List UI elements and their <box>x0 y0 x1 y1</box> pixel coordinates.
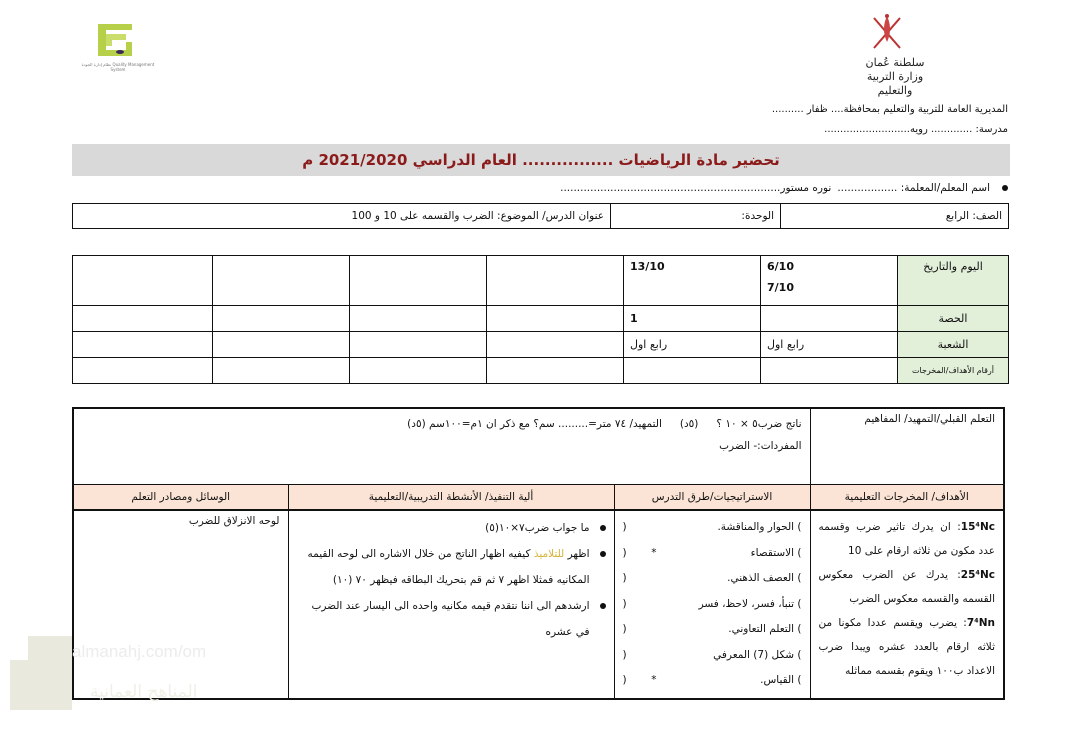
section-label: الشعبة <box>898 332 1009 358</box>
quality-logo-caption: نظام إدارة الجودة Quality Management System <box>81 62 155 72</box>
bullet-icon <box>600 525 606 531</box>
bullet-icon <box>600 551 606 557</box>
objectives-header: الأهداف/ المخرجات التعليمية <box>810 484 1004 510</box>
watermark-arabic: المناهج العمانية <box>90 682 198 702</box>
highlighted-word: للتلاميذ <box>533 548 565 560</box>
objectives-cell-2[interactable] <box>624 358 761 384</box>
lesson-plan-table <box>72 407 1005 700</box>
date-cell-5[interactable] <box>213 256 350 306</box>
strategies-header: الاستراتيجيات/طرق التدرس <box>614 484 810 510</box>
day-date-label: اليوم والتاريخ <box>898 256 1009 306</box>
objective-item: 15⁴Nc: ان يدرك تاثير ضرب وقسمه عدد مكون من ثلاثه ارقام على 10 <box>818 521 995 557</box>
date-value: 7/10 <box>767 281 794 294</box>
date-cell-6[interactable] <box>73 256 213 306</box>
vocabulary: المفردات:- الضرب <box>719 440 802 452</box>
schedule-table <box>72 255 1009 384</box>
date-cell-2[interactable] <box>624 256 761 306</box>
section-cell-4[interactable] <box>350 332 487 358</box>
lesson-title-cell[interactable]: عنوان الدرس/ الموضوع: الضرب والقسمه على 10 و 100 <box>73 204 611 229</box>
ministry-name: وزارة التربية والتعليم <box>866 70 924 97</box>
section-cell-6[interactable] <box>73 332 213 358</box>
gov-name: سلطنة عُمان <box>865 56 925 69</box>
strategy-item[interactable]: ) القياس. * ( <box>622 674 802 686</box>
intro-time: (٥د) <box>679 418 699 430</box>
period-cell-5[interactable] <box>213 306 350 332</box>
directorate-line: المديرية العامة للتربية والتعليم بمحافظة.... ظفار .......... <box>771 104 1008 115</box>
page-title-bar <box>72 144 1010 176</box>
period-cell-2[interactable]: 1 <box>624 306 761 332</box>
date-cell-1[interactable] <box>761 256 898 306</box>
date-value: 13/10 <box>630 260 665 273</box>
school-line: مدرسة: ............. رويه........................... <box>824 124 1008 135</box>
prior-learning-label: التعلم القبلي/التمهيد/ المفاهيم <box>810 408 1004 484</box>
objectives-cell[interactable] <box>810 510 1004 699</box>
objectives-cell-3[interactable] <box>487 358 624 384</box>
period-label: الحصة <box>898 306 1009 332</box>
teacher-label: اسم المعلم/المعلمة: .................. <box>837 182 990 194</box>
watermark-latin: almanahj.com/om <box>72 642 207 661</box>
grade-cell[interactable]: الصف: الرابع <box>781 204 1009 229</box>
page-title: تحضير مادة الرياضيات ................ العام الدراسي 2021/2020 م <box>302 151 780 169</box>
section-cell-1[interactable]: رابع اول <box>761 332 898 358</box>
section-cell-5[interactable] <box>213 332 350 358</box>
teacher-line <box>560 182 1008 194</box>
objective-numbers-label: أرقام الأهداف/المخرجات <box>898 358 1009 384</box>
period-cell-6[interactable] <box>73 306 213 332</box>
prior-learning-content[interactable] <box>73 408 810 484</box>
strategy-item[interactable]: ) الحوار والمناقشة. ( <box>622 521 802 533</box>
strategy-item[interactable]: ) شكل (7) المعرفي ( <box>622 648 802 661</box>
section-cell-3[interactable] <box>487 332 624 358</box>
period-cell-3[interactable] <box>487 306 624 332</box>
strategy-item[interactable]: ) العصف الذهني. ( <box>622 572 802 584</box>
watermark-block <box>28 636 72 660</box>
quality-management-logo <box>78 20 158 76</box>
intro-question: ناتج ضرب٥ × ١٠ ؟ <box>716 418 802 430</box>
unit-cell[interactable]: الوحدة: <box>611 204 781 229</box>
objectives-cell-5[interactable] <box>213 358 350 384</box>
activities-header: ألية التنفيذ/ الأنشطة التدريبية/التعليمية <box>288 484 614 510</box>
quality-q-icon <box>92 20 138 60</box>
activity-item: ما جواب ضرب٧×١٠(٥) <box>297 515 606 541</box>
oman-emblem <box>855 12 935 97</box>
strategy-item[interactable]: ) الاستقصاء * ( <box>622 546 802 559</box>
activities-cell[interactable] <box>288 510 614 699</box>
khanjar-crest-icon <box>870 12 904 54</box>
activity-item: ارشدهم الى اننا نتقدم قيمه مكانيه واحده الى اليسار عند الضرب في عشره <box>297 593 606 645</box>
objectives-cell-6[interactable] <box>73 358 213 384</box>
period-cell-4[interactable] <box>350 306 487 332</box>
section-cell-2[interactable]: رابع اول <box>624 332 761 358</box>
period-cell-1[interactable] <box>761 306 898 332</box>
resources-header: الوسائل ومصادر التعلم <box>73 484 288 510</box>
strategies-cell[interactable] <box>614 510 810 699</box>
objective-item: 7⁴Nn: يضرب ويقسم عددا مكونا من ثلاثه ارقام بالعدد عشره ويبدا ضرب الاعداد ب١٠٠ ويقوم بقسمه مماثله <box>818 617 995 677</box>
teacher-name[interactable]: نوره مستور.................................................................. <box>560 182 832 194</box>
resources-cell[interactable]: لوحه الانزلاق للضرب <box>73 510 288 699</box>
lesson-info-table <box>72 203 1009 229</box>
watermark-block <box>10 660 72 710</box>
bullet-icon <box>1002 185 1008 191</box>
strategy-item[interactable]: ) التعلم التعاوني. ( <box>622 623 802 635</box>
objectives-cell-1[interactable] <box>761 358 898 384</box>
date-cell-3[interactable] <box>487 256 624 306</box>
objectives-cell-4[interactable] <box>350 358 487 384</box>
strategy-item[interactable]: ) تنبأ، فسر، لاحظ، فسر ( <box>622 597 802 610</box>
activity-item: اظهر للتلاميذ كيفيه اظهار الناتج من خلال الاشاره الى لوحه القيمه المكانيه فمثلا اظهر ٧ ثم قم بتحريك البطاقه فيظهر ٧٠ (١٠) <box>297 541 606 593</box>
date-cell-4[interactable] <box>350 256 487 306</box>
objective-item: 25⁴Nc: يدرك عن الضرب معكوس القسمه والقسمه معكوس الضرب <box>818 569 995 605</box>
date-value: 6/10 <box>767 260 794 273</box>
intro-warmup: التمهيد/ ٧٤ متر=......... سم؟ مع ذكر ان ١م=١٠٠سم (٥د) <box>407 418 662 430</box>
bullet-icon <box>600 603 606 609</box>
